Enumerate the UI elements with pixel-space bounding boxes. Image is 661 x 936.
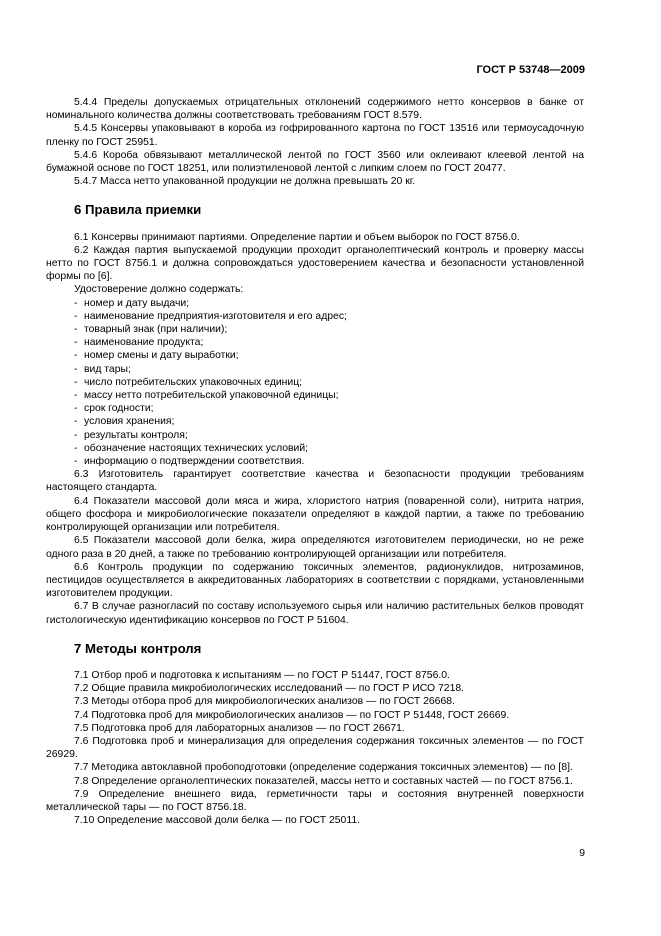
- list-item: - срок годности;: [74, 403, 154, 415]
- list-item: - номер и дату выдачи;: [74, 297, 190, 309]
- clause-6-3: 6.3 Изготовитель гарантирует соответствие качества и безопасности продукции требованиям настоящего стандарта.: [46, 469, 584, 494]
- section-6-heading: 6 Правила приемки: [74, 202, 202, 218]
- list-item: - вид тары;: [74, 363, 131, 375]
- list-item: - результаты контроля;: [74, 429, 188, 441]
- clause-6-4: 6.4 Показатели массовой доли мяса и жира, хлористого натрия (поваренной соли), нитрита натрия, общего фосфора и микробиологические показатели определяют в каждой партии, а также по требованию контролирующей организации или потребителя.: [46, 495, 584, 534]
- list-item: - товарный знак (при наличии);: [74, 324, 228, 336]
- list-item: - массу нетто потребительской упаковочной единицы;: [74, 390, 339, 402]
- clause-7-4: 7.4 Подготовка проб для микробиологических анализов — по ГОСТ Р 51448, ГОСТ 26669.: [74, 709, 510, 721]
- clause-7-1: 7.1 Отбор проб и подготовка к испытаниям — по ГОСТ Р 51447, ГОСТ 8756.0.: [74, 669, 450, 681]
- clause-7-6: 7.6 Подготовка проб и минерализация для определения содержания токсичных элементов — по ГОСТ 26929.: [46, 735, 584, 761]
- clause-6-5: 6.5 Показатели массовой доли белка, жира определяются изготовителем периодически, но не реже одного раза в 20 дней, а также по требованию контролирующей организации или потребителя.: [46, 535, 584, 560]
- clause-7-2: 7.2 Общие правила микробиологических исследований — по ГОСТ Р ИСО 7218.: [74, 683, 465, 695]
- list-item: - обозначение настоящих технических условий;: [74, 442, 309, 454]
- clause-5-4-7: 5.4.7 Масса нетто упакованной продукции не должна превышать 20 кг.: [74, 176, 416, 188]
- list-item: - информацию о подтверждении соответствия.: [74, 456, 305, 468]
- list-item: - наименование продукта;: [74, 337, 204, 349]
- list-item: - число потребительских упаковочных единиц;: [74, 376, 303, 388]
- certificate-intro: Удостоверение должно содержать:: [74, 284, 244, 296]
- list-item: - наименование предприятия-изготовителя и его адрес;: [74, 310, 347, 322]
- clause-7-5: 7.5 Подготовка проб для лабораторных анализов — по ГОСТ 26671.: [74, 722, 405, 734]
- clause-7-9: 7.9 Определение внешнего вида, герметичности тары и состояния внутренней поверхности металлической тары — по ГОСТ 8756.18.: [46, 788, 584, 813]
- document-header-id: ГОСТ Р 53748—2009: [476, 64, 585, 76]
- list-item: - номер смены и дату выработки;: [74, 350, 239, 362]
- clause-5-4-4: 5.4.4 Пределы допускаемых отрицательных отклонений содержимого нетто консервов в банке от номинального количества должны соответствовать требованиям ГОСТ 8.579.: [46, 97, 584, 122]
- clause-7-10: 7.10 Определение массовой доли белка — по ГОСТ 25011.: [74, 815, 361, 827]
- clause-6-7: 6.7 В случае разногласий по составу используемого сырья или наличию растительных белков проводят гистологическую идентификацию консервов по ГОСТ Р 51604.: [46, 601, 584, 626]
- clause-6-2: 6.2 Каждая партия выпускаемой продукции проходит органолептический контроль и проверку массы нетто по ГОСТ 8756.1 и должна сопровождаться удостоверением качества и безопасности установленной формы по [6].: [46, 244, 584, 283]
- clause-6-6: 6.6 Контроль продукции по содержанию токсичных элементов, радионуклидов, нитрозаминов, пестицидов осуществляется в аккредитованных лабораториях в соответствии с порядками, установленными изготовителем продукции.: [46, 561, 584, 600]
- certificate-contents-list: [46, 297, 584, 469]
- clause-6-1: 6.1 Консервы принимают партиями. Определение партии и объем выборок по ГОСТ 8756.0.: [74, 231, 520, 243]
- clause-5-4-6: 5.4.6 Короба обвязывают металлической лентой по ГОСТ 3560 или оклеивают клеевой лентой на бумажной основе по ГОСТ 18251, или полиэтиленовой лентой с липким слоем по ГОСТ 20477.: [46, 149, 584, 175]
- clause-7-7: 7.7 Методика автоклавной пробоподготовки (определение содержания токсичных элементов) — по [8].: [74, 762, 573, 774]
- list-item: - условия хранения;: [74, 416, 175, 428]
- page-number: 9: [579, 848, 585, 859]
- clause-7-8: 7.8 Определение органолептических показателей, массы нетто и составных частей — по ГОСТ 8756.1.: [74, 775, 573, 787]
- document-body: [46, 96, 584, 827]
- clause-5-4-5: 5.4.5 Консервы упаковывают в короба из гофрированного картона по ГОСТ 13516 или термоусадочную пленку по ГОСТ 25951.: [46, 123, 584, 148]
- clause-7-3: 7.3 Методы отбора проб для микробиологических анализов — по ГОСТ 26668.: [74, 696, 455, 708]
- section-7-heading: 7 Методы контроля: [74, 640, 202, 656]
